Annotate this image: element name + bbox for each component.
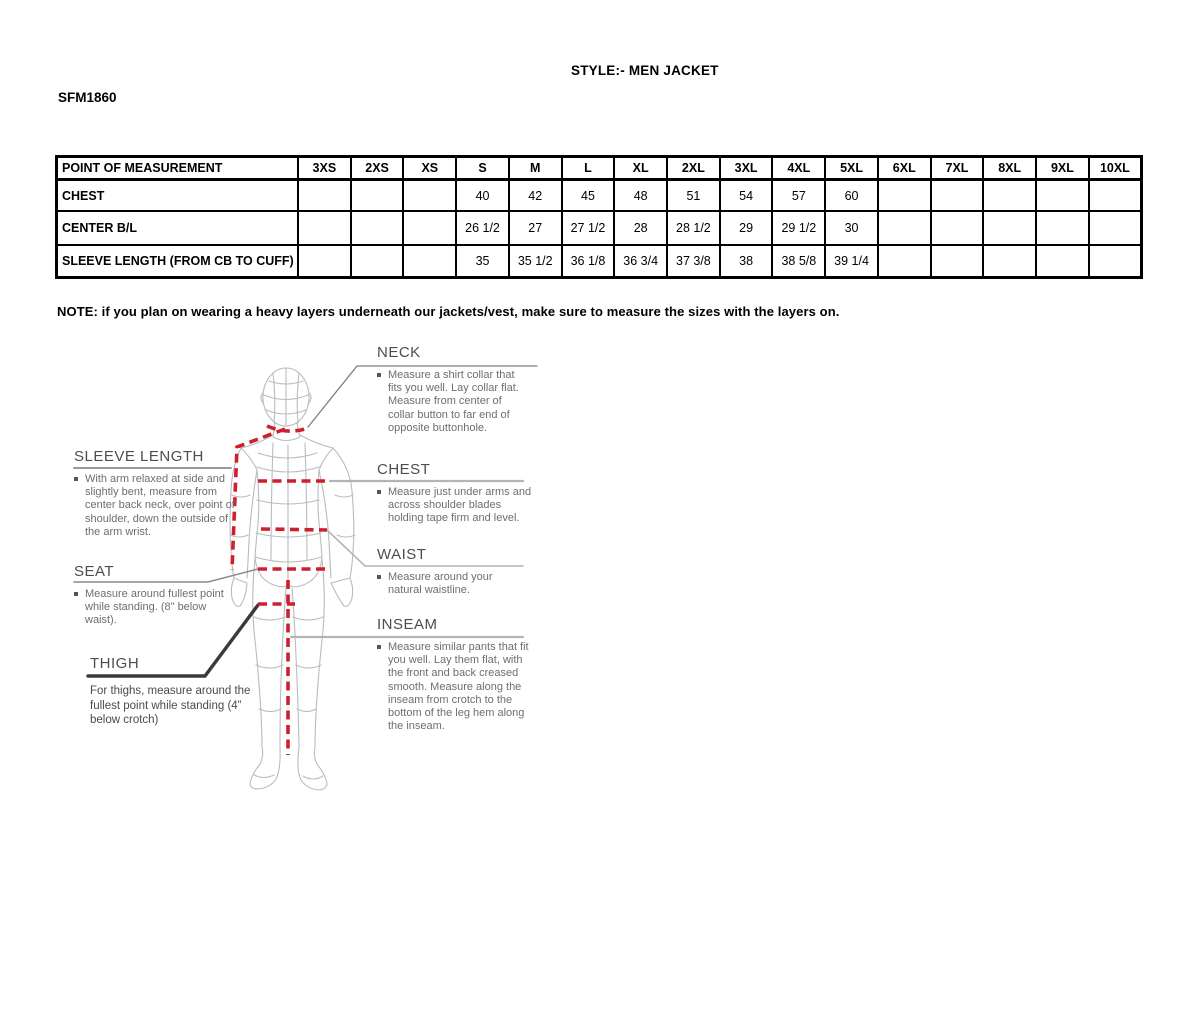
bullet-square xyxy=(74,477,78,481)
size-table xyxy=(55,155,1143,279)
size-value-cell xyxy=(403,211,456,245)
bullet-square xyxy=(377,645,381,649)
callout-title: SLEEVE LENGTH xyxy=(74,448,204,465)
bullet-square xyxy=(377,575,381,579)
callout-waist xyxy=(377,546,519,597)
size-value-cell xyxy=(983,180,1036,212)
size-value-cell: 26 1/2 xyxy=(456,211,509,245)
callout-title: SEAT xyxy=(74,563,115,580)
callout-text: Measure a shirt collar that fits you well. Lay collar flat. Measure from center of collar button to far end of opposite buttonhole. xyxy=(388,369,519,434)
col-header-size-9xl: 9XL xyxy=(1036,157,1089,180)
col-header-size-m: M xyxy=(509,157,562,180)
size-value-cell xyxy=(983,245,1036,278)
size-value-cell xyxy=(1089,180,1142,212)
size-value-cell: 30 xyxy=(825,211,878,245)
table-row xyxy=(57,180,1142,212)
size-value-cell: 48 xyxy=(614,180,667,212)
bullet-square xyxy=(377,490,381,494)
row-label: CHEST xyxy=(57,180,299,212)
size-value-cell xyxy=(1036,211,1089,245)
callout-title: CHEST xyxy=(377,461,431,478)
callout-neck xyxy=(377,344,529,435)
size-value-cell: 51 xyxy=(667,180,720,212)
size-value-cell xyxy=(1089,211,1142,245)
size-value-cell xyxy=(403,180,456,212)
callout-chest xyxy=(377,461,539,526)
size-value-cell: 28 xyxy=(614,211,667,245)
size-value-cell xyxy=(931,245,984,278)
col-header-size-7xl: 7XL xyxy=(931,157,984,180)
size-value-cell: 38 xyxy=(720,245,773,278)
size-value-cell xyxy=(983,211,1036,245)
col-header-size-3xl: 3XL xyxy=(720,157,773,180)
size-value-cell: 57 xyxy=(772,180,825,212)
size-value-cell: 54 xyxy=(720,180,773,212)
size-value-cell: 29 1/2 xyxy=(772,211,825,245)
size-value-cell xyxy=(931,211,984,245)
callout-title: INSEAM xyxy=(377,616,438,633)
callout-sleeve-length xyxy=(74,448,246,539)
row-label: CENTER B/L xyxy=(57,211,299,245)
callout-text: Measure around your natural waistline. xyxy=(388,571,493,597)
col-header-size-10xl: 10XL xyxy=(1089,157,1142,180)
callout-text: With arm relaxed at side and slightly bent, measure from center back neck, over point of shoulder, down the outside of the arm wrist. xyxy=(85,473,235,538)
row-label: SLEEVE LENGTH (FROM CB TO CUFF) xyxy=(57,245,299,278)
callout-title: WAIST xyxy=(377,546,427,563)
size-value-cell xyxy=(878,245,931,278)
table-row xyxy=(57,245,1142,278)
size-value-cell: 36 1/8 xyxy=(562,245,615,278)
style-title: STYLE:- MEN JACKET xyxy=(571,63,719,78)
size-value-cell xyxy=(931,180,984,212)
bullet-square xyxy=(377,373,381,377)
col-header-size-8xl: 8XL xyxy=(983,157,1036,180)
size-value-cell: 38 5/8 xyxy=(772,245,825,278)
size-value-cell xyxy=(403,245,456,278)
callout-text: For thighs, measure around the fullest point while standing (4” below crotch) xyxy=(90,685,251,726)
size-value-cell xyxy=(298,211,351,245)
col-header-size-2xs: 2XS xyxy=(351,157,404,180)
size-value-cell: 35 xyxy=(456,245,509,278)
col-header-size-4xl: 4XL xyxy=(772,157,825,180)
callout-thigh xyxy=(90,655,252,728)
callout-text: Measure just under arms and across shoulder blades holding tape firm and level. xyxy=(388,486,532,525)
size-value-cell xyxy=(351,245,404,278)
size-value-cell xyxy=(351,180,404,212)
col-header-size-l: L xyxy=(562,157,615,180)
table-header-row xyxy=(57,157,1142,180)
neck-measure-line xyxy=(267,426,308,431)
col-header-size-5xl: 5XL xyxy=(825,157,878,180)
size-value-cell: 27 1/2 xyxy=(562,211,615,245)
size-value-cell: 39 1/4 xyxy=(825,245,878,278)
size-value-cell: 35 1/2 xyxy=(509,245,562,278)
col-header-point-of-measurement: POINT OF MEASUREMENT xyxy=(57,157,299,180)
callout-title: NECK xyxy=(377,344,421,361)
bullet-square xyxy=(74,592,78,596)
table-body xyxy=(57,180,1142,278)
note-text: NOTE: if you plan on wearing a heavy layers underneath our jackets/vest, make sure to measure the sizes with the layers on. xyxy=(57,304,840,319)
size-value-cell: 29 xyxy=(720,211,773,245)
size-value-cell: 36 3/4 xyxy=(614,245,667,278)
size-value-cell xyxy=(1036,245,1089,278)
callout-text: Measure similar pants that fit you well. Lay them flat, with the front and back creased smooth. Measure along the inseam from crotch to the bottom of the leg hem along the inseam. xyxy=(388,641,529,733)
size-value-cell xyxy=(1089,245,1142,278)
callout-text: Measure around fullest point while standing. (8" below waist). xyxy=(85,588,224,627)
size-value-cell xyxy=(1036,180,1089,212)
style-code: SFM1860 xyxy=(58,90,117,105)
size-value-cell xyxy=(298,180,351,212)
col-header-size-s: S xyxy=(456,157,509,180)
size-value-cell: 60 xyxy=(825,180,878,212)
size-value-cell xyxy=(878,211,931,245)
callout-inseam xyxy=(377,616,537,733)
col-header-size-3xs: 3XS xyxy=(298,157,351,180)
size-value-cell: 27 xyxy=(509,211,562,245)
size-value-cell xyxy=(351,211,404,245)
col-header-size-6xl: 6XL xyxy=(878,157,931,180)
size-value-cell: 42 xyxy=(509,180,562,212)
table-row xyxy=(57,211,1142,245)
size-value-cell: 45 xyxy=(562,180,615,212)
callout-title: THIGH xyxy=(90,655,140,672)
size-value-cell: 37 3/8 xyxy=(667,245,720,278)
size-value-cell: 28 1/2 xyxy=(667,211,720,245)
size-value-cell xyxy=(298,245,351,278)
col-header-size-2xl: 2XL xyxy=(667,157,720,180)
col-header-size-xs: XS xyxy=(403,157,456,180)
size-value-cell: 40 xyxy=(456,180,509,212)
size-value-cell xyxy=(878,180,931,212)
col-header-size-xl: XL xyxy=(614,157,667,180)
callout-seat xyxy=(74,563,224,628)
